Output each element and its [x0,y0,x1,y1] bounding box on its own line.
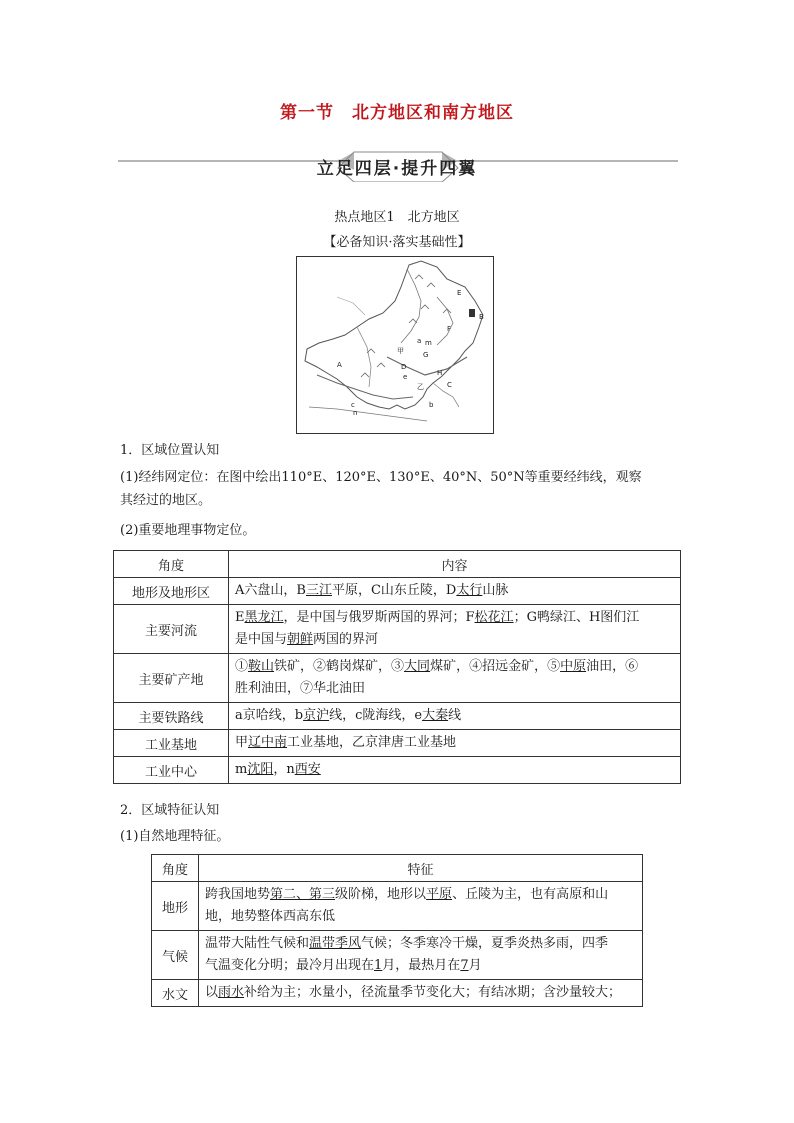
content-line [235,705,674,727]
map-figure [297,257,493,433]
content-line [235,607,674,629]
content-text: 级阶梯，地形以 [335,887,427,902]
map-label: a [417,337,422,345]
answer-blank: 温带季风 [309,936,362,951]
answer-blank: 沈阳 [247,762,274,777]
answer-blank: 大同 [404,659,431,674]
row-label: 地形 [152,882,199,931]
row-content [229,654,681,703]
row-label: 主要河流 [114,605,229,654]
natural-features-table [151,854,643,1007]
table-header-cell: 特征 [199,855,643,882]
content-text: 线 [448,708,462,723]
map-label: C [447,381,452,389]
part2-heading: 2．区域特征认知 [120,803,220,818]
content-text: 油田，⑥ [586,659,639,674]
answer-blank: 中原 [560,659,587,674]
map-label: D [401,363,407,371]
table-header-row [152,855,643,882]
row-label: 水文 [152,980,199,1007]
table-header-cell: 角度 [114,551,229,578]
map-label: c [351,401,355,409]
content-text: 月，最热月在 [382,958,461,973]
map-label: G [423,351,429,359]
content-text: 月 [468,958,482,973]
answer-blank: 京沪 [303,708,330,723]
part2-item1: (1)自然地理特征。 [120,829,230,844]
table-header-cell: 内容 [229,551,681,578]
page-title: 第一节 北方地区和南方地区 [280,103,514,123]
table-header-row [114,551,681,578]
content-text: 以 [205,985,219,1000]
content-text: E [235,610,245,625]
table-row [114,730,681,757]
answer-blank: 第二、第三 [270,887,336,902]
map-label: 乙 [417,383,424,391]
row-content [229,605,681,654]
map-label: H [437,369,443,377]
answer-blank: 西安 [294,762,321,777]
row-label: 气候 [152,931,199,980]
map-label: B [479,313,484,321]
content-text: 铁矿，②鹤岗煤矿，③ [274,659,405,674]
part1-item1-line2: 其经过的地区。 [120,493,212,508]
table-row [152,980,643,1007]
table-row [114,757,681,784]
row-label: 主要矿产地 [114,654,229,703]
table-row [114,654,681,703]
row-content [199,882,643,931]
part1-item2: (2)重要地理事物定位。 [120,523,256,538]
answer-blank: 鞍山 [248,659,275,674]
row-label: 主要铁路线 [114,703,229,730]
table-header-cell: 角度 [152,855,199,882]
banner-title: 立足四层·提升四翼 [316,159,478,179]
row-content [199,980,643,1007]
content-line [205,955,636,977]
content-line [235,580,674,602]
content-text: 线，c陇海线，e [329,708,423,723]
row-label: 地形及地形区 [114,578,229,605]
content-text: 、丘陵为主，也有高原和山 [452,887,609,902]
content-line [235,732,674,754]
content-text: 是中国与 [235,632,288,647]
content-text: 气温变化分明；最冷月出现在 [205,958,375,973]
content-text: ，n [273,762,295,777]
content-text: 平原，C山东丘陵，D [331,583,457,598]
geo-features-table [113,550,681,784]
content-line [205,906,636,928]
content-text: a京哈线，b [235,708,304,723]
map-label: m [425,339,432,347]
content-line [205,884,636,906]
content-text: A六盘山，B [235,583,306,598]
content-text: 地，地势整体西高东低 [205,909,336,924]
content-text: 补给为主；水量小，径流量季节变化大；有结冰期；含沙量较大； [244,985,622,1000]
row-content [199,931,643,980]
answer-blank: 朝鲜 [287,632,314,647]
north-china-map [296,256,494,434]
content-text: ；G鸭绿江、H图们江 [513,610,640,625]
answer-blank: 黑龙江 [244,610,284,625]
content-text: m [235,762,248,777]
map-label: e [403,373,408,381]
answer-blank: 三江 [305,583,332,598]
answer-blank: 辽中南 [248,735,288,750]
section-tag: 【必备知识·落实基础性】 [323,235,471,250]
map-label: E [457,289,462,297]
map-label: n [353,409,358,417]
content-text: 胜利油田，⑦华北油田 [235,681,366,696]
answer-blank: 松花江 [474,610,514,625]
content-text: 跨我国地势 [205,887,271,902]
answer-blank: 平原 [426,887,453,902]
answer-blank: 雨水 [218,985,245,1000]
map-label: F [447,325,452,333]
row-content [229,703,681,730]
row-content [229,730,681,757]
content-text: ① [235,659,249,674]
content-text: ，是中国与俄罗斯两国的界河；F [283,610,475,625]
section-heading: 热点地区1 北方地区 [334,210,460,225]
row-label: 工业基地 [114,730,229,757]
table-row [152,931,643,980]
content-line [235,629,674,651]
content-text: 气候；冬季寒冷干燥，夏季炎热多雨，四季 [361,936,609,951]
answer-blank: 1 [374,958,383,973]
row-content [229,757,681,784]
row-content [229,578,681,605]
content-line [235,759,674,781]
part1-heading: 1．区域位置认知 [120,443,220,458]
answer-blank: 7 [460,958,469,973]
map-label: A [337,361,342,369]
table-row [114,703,681,730]
content-line [205,933,636,955]
table-row [114,578,681,605]
content-line [235,656,674,678]
content-text: 两国的界河 [313,632,379,647]
content-line [205,982,636,1004]
map-label: b [429,401,434,409]
table-row [152,882,643,931]
answer-blank: 大秦 [422,708,449,723]
map-label: 甲 [397,347,404,355]
content-line [235,678,674,700]
table-row [114,605,681,654]
part1-item1-line1: (1)经纬网定位：在图中绘出110°E、120°E、130°E、40°N、50°N等重要经纬线，观察 [120,470,642,485]
row-label: 工业中心 [114,757,229,784]
content-text: 工业基地，乙京津唐工业基地 [287,735,457,750]
content-text: 温带大陆性气候和 [205,936,310,951]
answer-blank: 太行 [456,583,483,598]
content-text: 甲 [235,735,249,750]
content-text: 煤矿，④招远金矿，⑤ [430,659,561,674]
content-text: 山脉 [482,583,509,598]
